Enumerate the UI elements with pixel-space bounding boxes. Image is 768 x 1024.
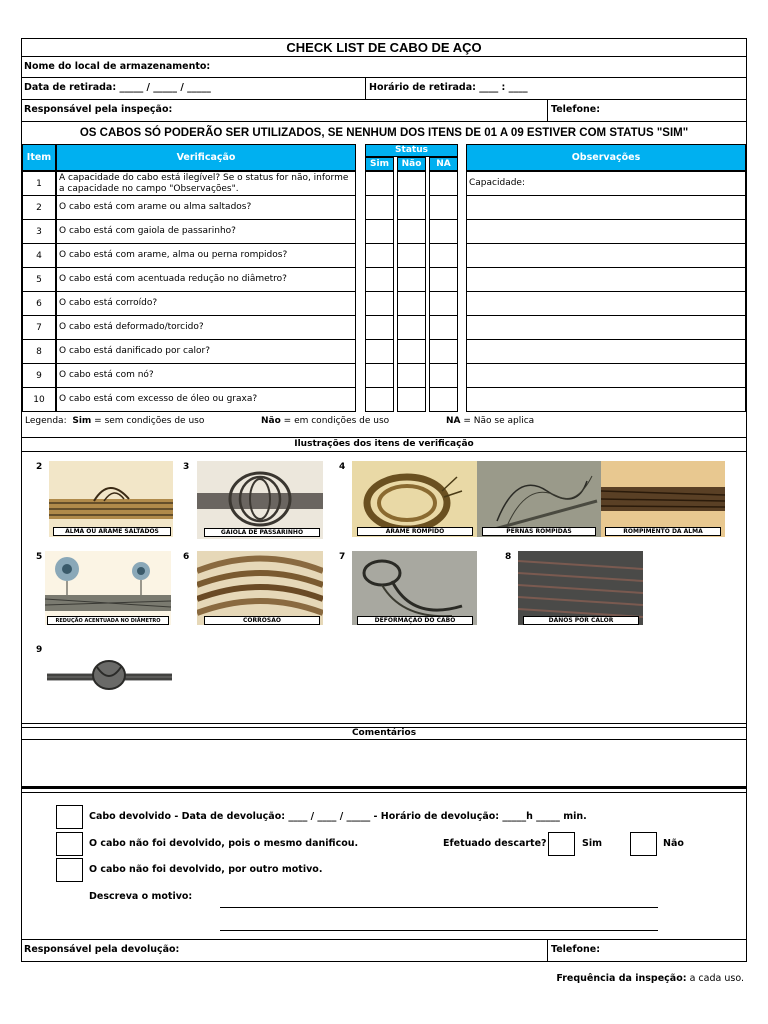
status-na-cell[interactable] bbox=[429, 243, 458, 268]
status-nao-cell[interactable] bbox=[397, 363, 426, 388]
legend-nao-text: = em condições de uso bbox=[283, 416, 390, 426]
discard-sim-label: Sim bbox=[582, 838, 602, 849]
knot-photo bbox=[47, 655, 172, 697]
status-nao-cell[interactable] bbox=[397, 171, 426, 196]
status-na-cell[interactable] bbox=[429, 363, 458, 388]
status-sim-cell[interactable] bbox=[365, 267, 394, 292]
legend-na-key: NA bbox=[446, 416, 461, 426]
illus-num: 5 bbox=[36, 552, 43, 562]
discard-sim-checkbox[interactable] bbox=[548, 832, 575, 856]
reason-label: Descreva o motivo: bbox=[89, 891, 193, 902]
inspector-field[interactable]: Responsável pela inspeção: bbox=[24, 104, 173, 115]
status-na-cell[interactable] bbox=[429, 267, 458, 292]
return-responsible-field[interactable]: Responsável pela devolução: bbox=[24, 944, 180, 955]
item-number: 10 bbox=[22, 387, 56, 412]
broken-strands-photo bbox=[477, 461, 601, 537]
illus-caption: PERNAS ROMPIDAS bbox=[482, 527, 596, 536]
returned-checkbox[interactable] bbox=[56, 805, 83, 829]
discard-question: Efetuado descarte? bbox=[443, 838, 547, 849]
illus-caption: ALMA OU ARAME SALTADOS bbox=[53, 527, 171, 536]
withdrawal-date-field[interactable]: Data de retirada: _____ / _____ / _____ bbox=[24, 82, 211, 93]
returned-label: Cabo devolvido - Data de devolução: ____ / ____ / _____ - Horário de devolução: _____h _____ min. bbox=[89, 811, 587, 822]
legend bbox=[25, 416, 204, 426]
divider bbox=[21, 792, 747, 793]
illus-num: 3 bbox=[183, 462, 190, 472]
rope-strand-photo bbox=[49, 461, 173, 537]
status-nao-cell[interactable] bbox=[397, 315, 426, 340]
illus-caption: GAIOLA DE PASSARINHO bbox=[204, 528, 320, 537]
reason-line[interactable] bbox=[220, 930, 658, 931]
illus-caption: REDUÇÃO ACENTUADA NO DIÂMETRO bbox=[47, 616, 169, 625]
divider bbox=[547, 99, 548, 121]
storage-label: Nome do local de armazenamento: bbox=[24, 61, 211, 72]
legend-na bbox=[446, 416, 534, 426]
warning-banner: OS CABOS SÓ PODERÃO SER UTILIZADOS, SE NENHUM DOS ITENS DE 01 A 09 ESTIVER COM STATUS "SIM" bbox=[79, 127, 689, 139]
divider bbox=[365, 77, 366, 99]
col-nao-header: Não bbox=[397, 157, 426, 171]
status-nao-cell[interactable] bbox=[397, 195, 426, 220]
status-na-cell[interactable] bbox=[429, 339, 458, 364]
item-number: 3 bbox=[22, 219, 56, 244]
item-number: 4 bbox=[22, 243, 56, 268]
divider bbox=[547, 939, 548, 962]
legend-nao-key: Não bbox=[261, 416, 281, 426]
illus-caption: CORROSÃO bbox=[204, 616, 320, 625]
check-question: O cabo está com excesso de óleo ou graxa? bbox=[56, 387, 356, 412]
thick-divider bbox=[21, 786, 747, 789]
observation-cell[interactable] bbox=[466, 339, 746, 364]
status-na-cell[interactable] bbox=[429, 291, 458, 316]
col-check-header: Verificação bbox=[56, 144, 356, 171]
freq-label: Frequência da inspeção: bbox=[556, 973, 687, 984]
illus-num: 4 bbox=[339, 462, 346, 472]
page-title: CHECK LIST DE CABO DE AÇO bbox=[286, 40, 482, 55]
col-sim-header: Sim bbox=[365, 157, 394, 171]
comments-title: Comentários bbox=[351, 728, 417, 738]
status-na-cell[interactable] bbox=[429, 195, 458, 220]
diameter-reduction-photo bbox=[45, 551, 171, 625]
check-question: O cabo está deformado/torcido? bbox=[56, 315, 356, 340]
illus-caption: DANOS POR CALOR bbox=[523, 616, 639, 625]
divider bbox=[21, 451, 747, 452]
phone-field[interactable]: Telefone: bbox=[551, 104, 601, 115]
status-sim-cell[interactable] bbox=[365, 243, 394, 268]
illus-caption: DEFORMAÇÃO DO CABO bbox=[357, 616, 473, 625]
illustrations-title: Ilustrações dos itens de verificação bbox=[294, 439, 474, 449]
illus-num: 6 bbox=[183, 552, 190, 562]
check-question: O cabo está corroído? bbox=[56, 291, 356, 316]
status-nao-cell[interactable] bbox=[397, 339, 426, 364]
illus-num: 8 bbox=[505, 552, 512, 562]
observation-cell[interactable] bbox=[466, 195, 746, 220]
status-na-cell[interactable] bbox=[429, 315, 458, 340]
legend-sim-text: = sem condições de uso bbox=[94, 416, 205, 426]
item-number: 9 bbox=[22, 363, 56, 388]
illus-num: 9 bbox=[36, 645, 43, 655]
withdrawal-time-field[interactable]: Horário de retirada: ____ : ____ bbox=[369, 82, 528, 93]
broken-wire-photo bbox=[352, 461, 477, 537]
reason-line[interactable] bbox=[220, 907, 658, 908]
deformation-photo bbox=[352, 551, 477, 625]
illus-caption: ARAME ROMPIDO bbox=[357, 527, 473, 536]
other-reason-checkbox[interactable] bbox=[56, 858, 83, 882]
col-status-header: Status bbox=[365, 144, 458, 157]
item-number: 5 bbox=[22, 267, 56, 292]
item-number: 8 bbox=[22, 339, 56, 364]
item-number: 1 bbox=[22, 171, 56, 196]
inspection-frequency bbox=[500, 973, 744, 984]
observation-cell[interactable]: Capacidade: bbox=[466, 171, 746, 196]
status-na-cell[interactable] bbox=[429, 219, 458, 244]
observation-cell[interactable] bbox=[466, 291, 746, 316]
observation-cell[interactable] bbox=[466, 243, 746, 268]
status-nao-cell[interactable] bbox=[397, 219, 426, 244]
discard-nao-checkbox[interactable] bbox=[630, 832, 657, 856]
observation-cell[interactable] bbox=[466, 315, 746, 340]
observation-cell[interactable] bbox=[466, 387, 746, 412]
observation-cell[interactable] bbox=[466, 219, 746, 244]
check-question: O cabo está danificado por calor? bbox=[56, 339, 356, 364]
heat-damage-photo bbox=[518, 551, 643, 625]
legend-nao bbox=[261, 416, 389, 426]
check-question: O cabo está com nó? bbox=[56, 363, 356, 388]
status-sim-cell[interactable] bbox=[365, 195, 394, 220]
status-sim-cell[interactable] bbox=[365, 339, 394, 364]
status-nao-cell[interactable] bbox=[397, 267, 426, 292]
status-nao-cell[interactable] bbox=[397, 291, 426, 316]
status-sim-cell[interactable] bbox=[365, 363, 394, 388]
discard-nao-label: Não bbox=[663, 838, 684, 849]
item-number: 2 bbox=[22, 195, 56, 220]
illus-caption: ROMPIMENTO DA ALMA bbox=[605, 527, 721, 536]
status-sim-cell[interactable] bbox=[365, 171, 394, 196]
corrosion-photo bbox=[197, 551, 323, 625]
return-phone-field[interactable]: Telefone: bbox=[551, 944, 601, 955]
legend-na-text: = Não se aplica bbox=[463, 416, 535, 426]
item-number: 7 bbox=[22, 315, 56, 340]
col-na-header: NA bbox=[429, 157, 458, 171]
comments-area[interactable] bbox=[22, 740, 746, 785]
status-na-cell[interactable] bbox=[429, 387, 458, 412]
check-question: O cabo está com arame, alma ou perna rompidos? bbox=[56, 243, 356, 268]
status-nao-cell[interactable] bbox=[397, 243, 426, 268]
damaged-label: O cabo não foi devolvido, pois o mesmo danificou. bbox=[89, 838, 359, 849]
check-question: O cabo está com arame ou alma saltados? bbox=[56, 195, 356, 220]
legend-sim-key: Sim bbox=[72, 416, 92, 426]
divider bbox=[21, 723, 747, 724]
freq-value: a cada uso. bbox=[689, 973, 744, 984]
observation-cell[interactable] bbox=[466, 363, 746, 388]
col-item-header: Item bbox=[22, 144, 56, 171]
check-question: O cabo está com acentuada redução no diâmetro? bbox=[56, 267, 356, 292]
illus-num: 2 bbox=[36, 462, 43, 472]
status-sim-cell[interactable] bbox=[365, 315, 394, 340]
col-obs-header: Observações bbox=[466, 144, 746, 171]
core-break-photo bbox=[601, 461, 725, 537]
observation-cell[interactable] bbox=[466, 267, 746, 292]
illus-num: 7 bbox=[339, 552, 346, 562]
damaged-checkbox[interactable] bbox=[56, 832, 83, 856]
item-number: 6 bbox=[22, 291, 56, 316]
status-na-cell[interactable] bbox=[429, 171, 458, 196]
status-nao-cell[interactable] bbox=[397, 387, 426, 412]
check-question: A capacidade do cabo está ilegível? Se o status for não, informe a capacidade no campo "Observações". bbox=[56, 171, 356, 196]
legend-prefix: Legenda: bbox=[25, 416, 67, 426]
status-sim-cell[interactable] bbox=[365, 219, 394, 244]
check-question: O cabo está com gaiola de passarinho? bbox=[56, 219, 356, 244]
status-sim-cell[interactable] bbox=[365, 387, 394, 412]
other-reason-label: O cabo não foi devolvido, por outro motivo. bbox=[89, 864, 323, 875]
status-sim-cell[interactable] bbox=[365, 291, 394, 316]
